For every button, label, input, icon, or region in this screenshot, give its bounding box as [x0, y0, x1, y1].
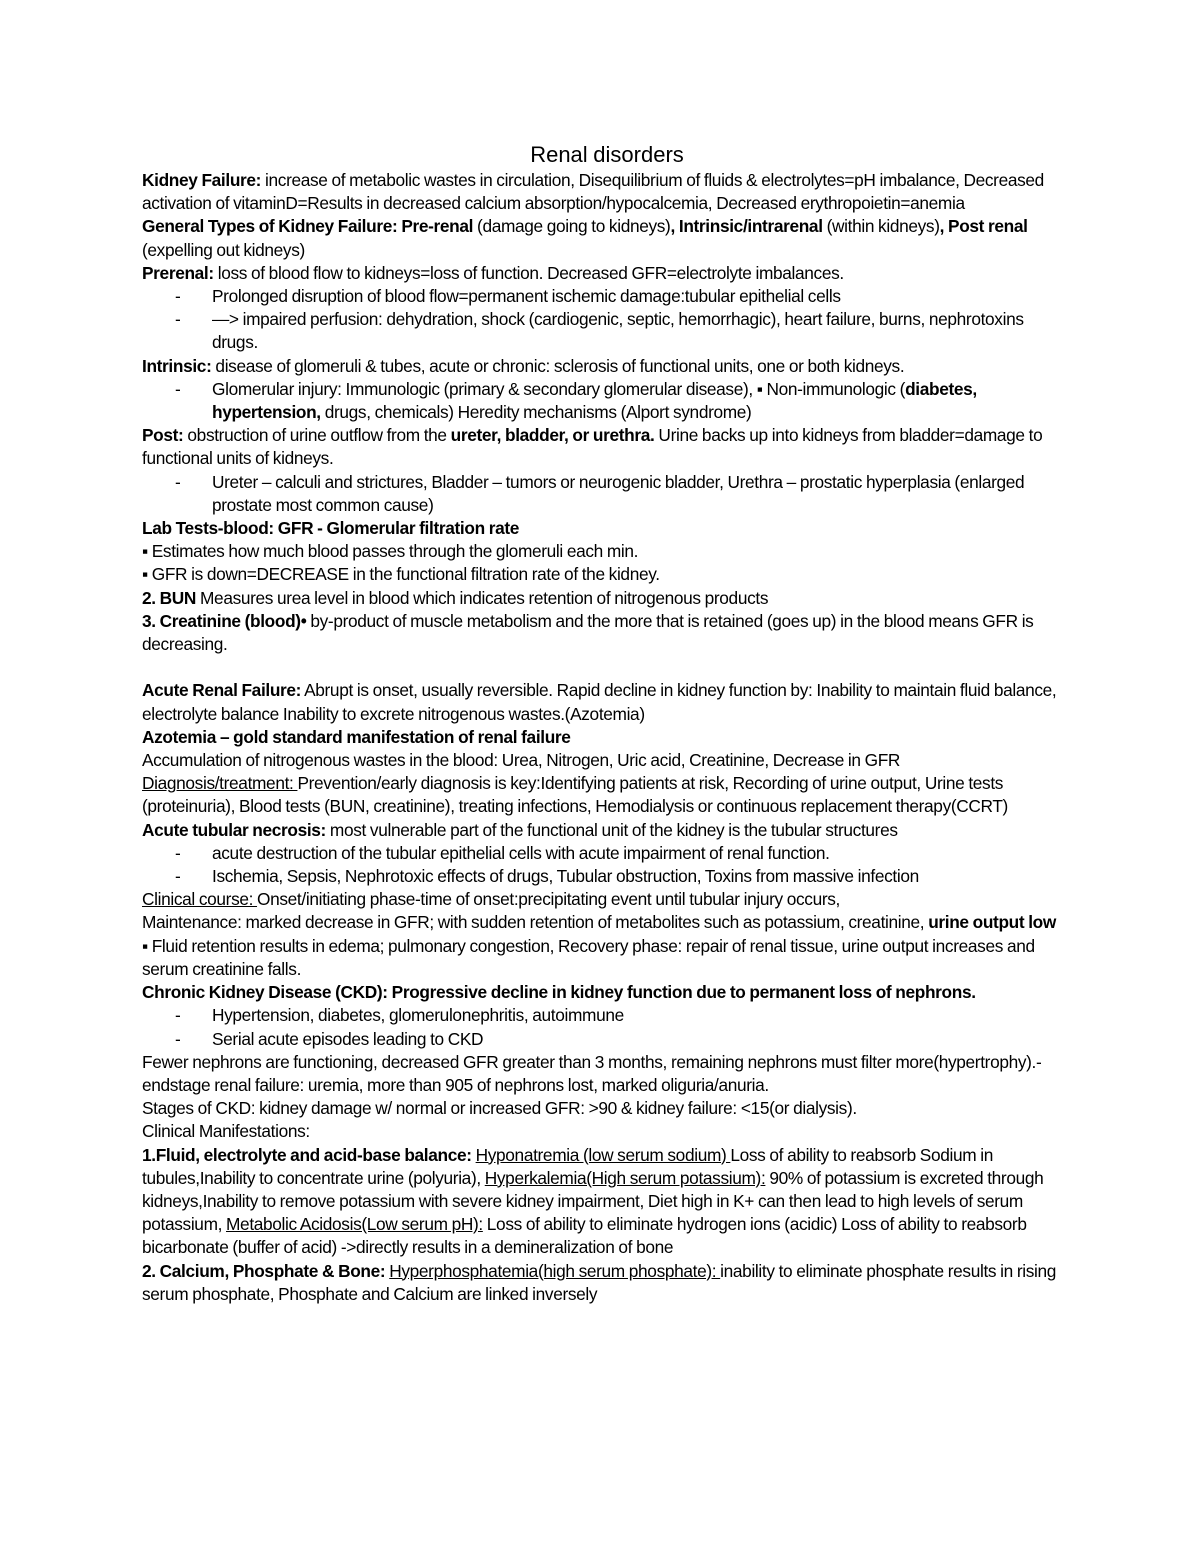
list-item: - Serial acute episodes leading to CKD [212, 1028, 1072, 1051]
atn-paragraph [142, 819, 1072, 842]
fluid-balance-paragraph [142, 1144, 1072, 1260]
post-paragraph [142, 424, 1072, 470]
diagnosis-label: Diagnosis/treatment: [142, 773, 298, 794]
acute-renal-text: Abrupt is onset, usually reversible. Rapid decline in kidney function by: Inability to maintain fluid balance, electrolyte balance Inability to excrete nitrogenous wastes.(Azotemia) [142, 680, 1057, 724]
intrinsic-item-start: Glomerular injury: Immunologic (primary & secondary glomerular disease), ▪ Non-immunologic ( [212, 378, 906, 399]
maintenance-text: Maintenance: marked decrease in GFR; with sudden retention of metabolites such as potassium, creatinine, [142, 912, 929, 933]
intrinsic-desc: (within kidneys) [822, 216, 940, 237]
ckd-stages: Stages of CKD: kidney damage w/ normal or increased GFR: >90 & kidney failure: <15(or dialysis). [142, 1098, 857, 1119]
ckd-heading-text: Chronic Kidney Disease (CKD): Progressive decline in kidney function due to permanent loss of nephrons. [142, 982, 976, 1003]
atn-list [142, 842, 1072, 888]
atn-text: most vulnerable part of the functional unit of the kidney is the tubular structures [325, 819, 898, 840]
kidney-failure-paragraph [142, 169, 1072, 215]
intrinsic-label: Intrinsic: [142, 355, 212, 376]
lab-tests-heading-text: Lab Tests-blood: GFR - Glomerular filtration rate [142, 518, 520, 539]
clinical-course-text: Onset/initiating phase-time of onset:precipitating event until tubular injury occurs, [257, 889, 840, 910]
pre-renal-desc: (damage going to kidneys) [473, 216, 671, 237]
maintenance-bold: urine output low [928, 912, 1056, 933]
diagnosis-paragraph [142, 772, 1072, 818]
document-page [142, 141, 1072, 1306]
post-renal-term: , Post renal [939, 216, 1028, 237]
hyperphosphatemia-text: inability to eliminate phosphate results in rising serum phosphate, Phosphate and Calcium are linked inversely [142, 1260, 1057, 1304]
intrinsic-item-end: drugs, chemicals) Heredity mechanisms (Alport syndrome) [320, 402, 752, 423]
pre-renal-term: Pre-renal [397, 216, 474, 237]
fluid-balance-label: 1.Fluid, electrolyte and acid-base balance: [142, 1144, 472, 1165]
calcium-label: 2. Calcium, Phosphate & Bone: [142, 1260, 386, 1281]
hyperkalemia-text: 90% of potassium is excreted through kidneys,Inability to remove potassium with severe kidney impairment, Diet high in K+ can then lead to high levels of serum potassium, [142, 1167, 1044, 1235]
clinical-course-paragraph [142, 888, 1072, 911]
ckd-list [142, 1004, 1072, 1050]
hyperphosphatemia-term: Hyperphosphatemia(high serum phosphate): [389, 1260, 721, 1281]
post-renal-desc: (expelling out kidneys) [142, 239, 305, 260]
post-bold: ureter, bladder, or urethra. [450, 425, 655, 446]
creatinine-label: 3. Creatinine (blood)• [142, 610, 307, 631]
general-types-paragraph [142, 215, 1072, 261]
list-item: - Hypertension, diabetes, glomerulonephritis, autoimmune [212, 1004, 1072, 1027]
hyponatremia-text: Loss of ability to reabsorb Sodium in tubules,Inability to concentrate urine (polyuria), [142, 1144, 993, 1188]
list-item [212, 378, 1072, 424]
intrinsic-text: disease of glomeruli & tubes, acute or chronic: sclerosis of functional units, one or both kidneys. [211, 355, 905, 376]
hyperkalemia-term: Hyperkalemia(High serum potassium): [484, 1167, 766, 1188]
list-item: - Ischemia, Sepsis, Nephrotoxic effects of drugs, Tubular obstruction, Toxins from massive infection [212, 865, 1072, 888]
azotemia-heading-text: Azotemia – gold standard manifestation of renal failure [142, 726, 571, 747]
diagnosis-text: Prevention/early diagnosis is key:Identifying patients at risk, Recording of urine output, Urine tests (proteinuria), Blood tests (BUN, creatinine), treating infections, Hemodialysis or continuous replacement therapy(CCRT) [142, 773, 1008, 817]
post-text-2: Urine backs up into kidneys from bladder=damage to functional units of kidneys. [142, 425, 1043, 469]
hyponatremia-term: Hyponatremia (low serum sodium) [475, 1144, 731, 1165]
prerenal-text: loss of blood flow to kidneys=loss of function. Decreased GFR=electrolyte imbalances. [213, 262, 844, 283]
post-label: Post: [142, 425, 184, 446]
post-list [142, 471, 1072, 517]
clinical-manifestations: Clinical Manifestations: [142, 1121, 310, 1142]
azotemia-heading [142, 726, 1072, 749]
prerenal-list [142, 285, 1072, 355]
kidney-failure-label: Kidney Failure: [142, 170, 262, 190]
clinical-course-label: Clinical course: [142, 889, 258, 910]
intrinsic-paragraph [142, 355, 1072, 378]
prerenal-paragraph [142, 262, 1072, 285]
azotemia-text: Accumulation of nitrogenous wastes in the blood: Urea, Nitrogen, Uric acid, Creatinine, Decrease in GFR [142, 750, 901, 771]
bun-text: Measures urea level in blood which indicates retention of nitrogenous products [196, 587, 769, 608]
fluid-retention-paragraph: ▪ Fluid retention results in edema; pulmonary congestion, Recovery phase: repair of renal tissue, urine output increases and serum creatinine falls. [142, 935, 1035, 979]
bun-label: 2. BUN [142, 587, 197, 608]
maintenance-paragraph [142, 911, 1072, 934]
post-text: obstruction of urine outflow from the [183, 425, 451, 446]
list-item: - Ureter – calculi and strictures, Bladder – tumors or neurogenic bladder, Urethra – prostatic hyperplasia (enlarged prostate most common cause) [212, 471, 1072, 517]
metabolic-acidosis-term: Metabolic Acidosis(Low serum pH): [226, 1214, 483, 1235]
intrinsic-term: , Intrinsic/intrarenal [670, 216, 823, 237]
calcium-paragraph [142, 1260, 1072, 1306]
lab-tests-line-2: ▪ GFR is down=DECREASE in the functional filtration rate of the kidney. [142, 564, 660, 585]
ckd-text: Fewer nephrons are functioning, decreased GFR greater than 3 months, remaining nephrons must filter more(hypertrophy).-endstage renal failure: uremia, more than 905 of nephrons lost, marked oliguria/anuria. [142, 1051, 1042, 1095]
intrinsic-list [142, 378, 1072, 424]
metabolic-acidosis-text: Loss of ability to eliminate hydrogen ions (acidic) Loss of ability to reabsorb bicarbonate (buffer of acid) ->directly results in a demineralization of bone [142, 1214, 1027, 1258]
acute-renal-paragraph [142, 679, 1072, 725]
kidney-failure-text: increase of metabolic wastes in circulation, Disequilibrium of fluids & electrolytes=pH imbalance, Decreased activation of vitaminD=Results in decreased calcium absorption/hypocalcemia, Decreased erythropoietin=anemia [142, 170, 1044, 214]
general-types-label: General Types of Kidney Failure: [142, 216, 398, 237]
blank-line [142, 656, 1072, 679]
list-item: - —> impaired perfusion: dehydration, shock (cardiogenic, septic, hemorrhagic), heart failure, burns, nephrotoxins drugs. [212, 308, 1072, 354]
page-title: Renal disorders [530, 142, 684, 167]
ckd-heading [142, 981, 1072, 1004]
list-item: - acute destruction of the tubular epithelial cells with acute impairment of renal function. [212, 842, 1072, 865]
creatinine-paragraph [142, 610, 1072, 656]
bun-paragraph [142, 587, 1072, 610]
atn-label: Acute tubular necrosis: [142, 819, 326, 840]
acute-renal-label: Acute Renal Failure: [142, 680, 302, 701]
intrinsic-item-bold: diabetes, hypertension, [212, 378, 977, 423]
list-item: - Prolonged disruption of blood flow=permanent ischemic damage:tubular epithelial cells [212, 285, 1072, 308]
lab-tests-line-1: ▪ Estimates how much blood passes through the glomeruli each min. [142, 541, 639, 562]
prerenal-label: Prerenal: [142, 262, 214, 283]
lab-tests-heading [142, 517, 1072, 540]
creatinine-text: by-product of muscle metabolism and the more that is retained (goes up) in the blood means GFR is decreasing. [142, 610, 1034, 655]
